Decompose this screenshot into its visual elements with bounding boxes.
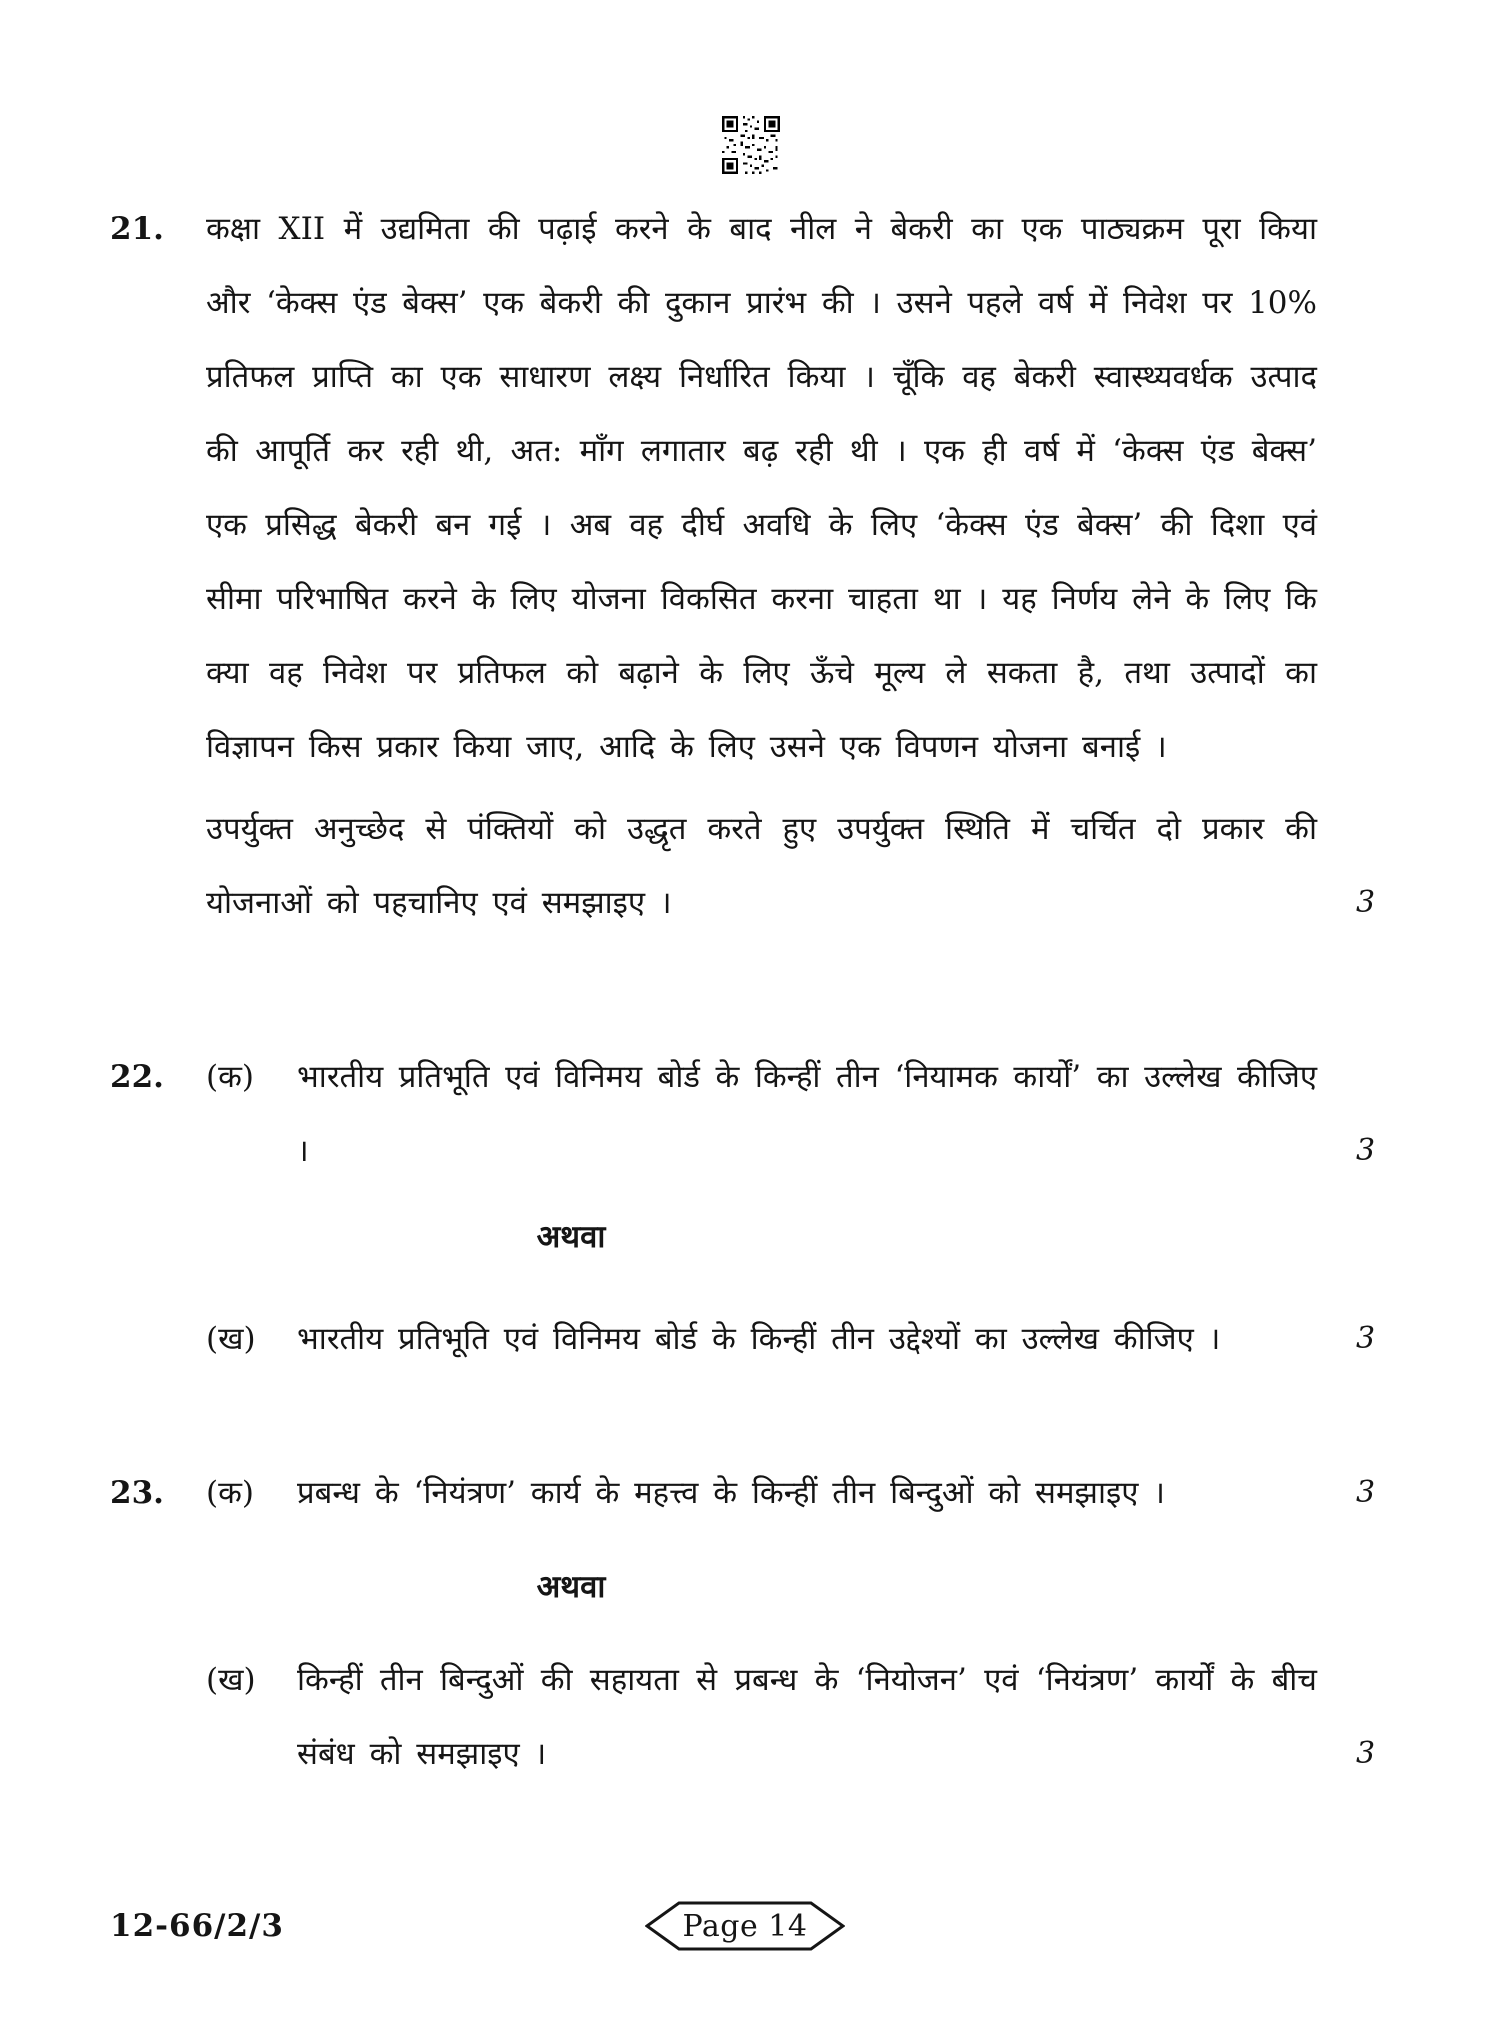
question-22-part-b-label: (ख) (206, 1321, 256, 1357)
question-22-part-a (0, 1040, 1505, 1188)
question-23-part-b-marks: 3 (1356, 1736, 1376, 1771)
question-21-number: 21. (110, 211, 164, 247)
question-23-part-a-label: (क) (206, 1475, 254, 1511)
page-number: Page 14 (682, 1908, 808, 1944)
question-23-part-a (0, 1456, 1505, 1530)
question-22-part-b (0, 1302, 1505, 1376)
question-22-part-a-marks: 3 (1356, 1133, 1376, 1168)
question-23-part-a-text: प्रबन्ध के ‘नियंत्रण’ कार्य के महत्त्व के किन्हीं तीन बिन्दुओं को समझाइए । (297, 1475, 1165, 1511)
page-footer (0, 1898, 1505, 1962)
question-22-part-b-marks: 3 (1356, 1321, 1376, 1356)
question-23 (0, 1456, 1505, 1791)
page-number-box (645, 1900, 845, 1952)
question-21-paragraph-1: कक्षा XII में उद्यमिता की पढ़ाई करने के बाद नील ने बेकरी का एक पाठ्यक्रम पूरा किया और ‘केक्स एंड बेक्स’ एक बेकरी की दुकान प्रारंभ की । उसने पहले वर्ष में निवेश पर 10% प्रतिफल प्राप्ति का एक साधारण लक्ष्य निर्धारित किया । चूँकि वह बेकरी स्वास्थ्यवर्धक उत्पाद की आपूर्ति कर रही थी, अत: माँग लगातार बढ़ रही थी । एक ही वर्ष में ‘केक्स एंड बेक्स’ एक प्रसिद्ध बेकरी बन गई । अब वह दीर्घ अवधि के लिए ‘केक्स एंड बेक्स’ की दिशा एवं सीमा परिभाषित करने के लिए योजना विकसित करना चाहता था । यह निर्णय लेने के लिए कि क्या वह निवेश पर प्रतिफल को बढ़ाने के लिए ऊँचे मूल्य ले सकता है, तथा उत्पादों का विज्ञापन किस प्रकार किया जाए, आदि के लिए उसने एक विपणन योजना बनाई । (206, 211, 1317, 765)
question-22-part-b-text: भारतीय प्रतिभूति एवं विनिमय बोर्ड के किन्हीं तीन उद्देश्यों का उल्लेख कीजिए । (297, 1321, 1221, 1357)
question-21-paragraph-2: उपर्युक्त अनुच्छेद से पंक्तियों को उद्धृत करते हुए उपर्युक्त स्थिति में चर्चित दो प्रकार की योजनाओं को पहचानिए एवं समझाइए । (206, 811, 1317, 921)
question-23-number: 23. (110, 1475, 164, 1511)
question-22-part-a-text: भारतीय प्रतिभूति एवं विनिमय बोर्ड के किन्हीं तीन ‘नियामक कार्यों’ का उल्लेख कीजिए । (297, 1059, 1317, 1169)
question-22-number: 22. (110, 1059, 164, 1095)
paper-code: 12-66/2/3 (110, 1908, 284, 1944)
question-23-part-b (0, 1643, 1505, 1791)
question-22 (0, 1040, 1505, 1376)
or-separator: अथवा (536, 1219, 606, 1255)
question-23-part-a-marks: 3 (1356, 1475, 1376, 1510)
question-23-part-b-text: किन्हीं तीन बिन्दुओं की सहायता से प्रबन्ध के ‘नियोजन’ एवं ‘नियंत्रण’ कार्यों के बीच संबंध को समझाइए । (297, 1662, 1317, 1772)
question-22-part-a-label: (क) (206, 1059, 254, 1095)
question-21-marks: 3 (1356, 885, 1376, 920)
question-21-task (0, 792, 1505, 940)
question-21 (0, 192, 1505, 940)
question-23-part-b-label: (ख) (206, 1662, 256, 1698)
or-separator: अथवा (536, 1569, 606, 1605)
question-21-body (0, 192, 1505, 784)
